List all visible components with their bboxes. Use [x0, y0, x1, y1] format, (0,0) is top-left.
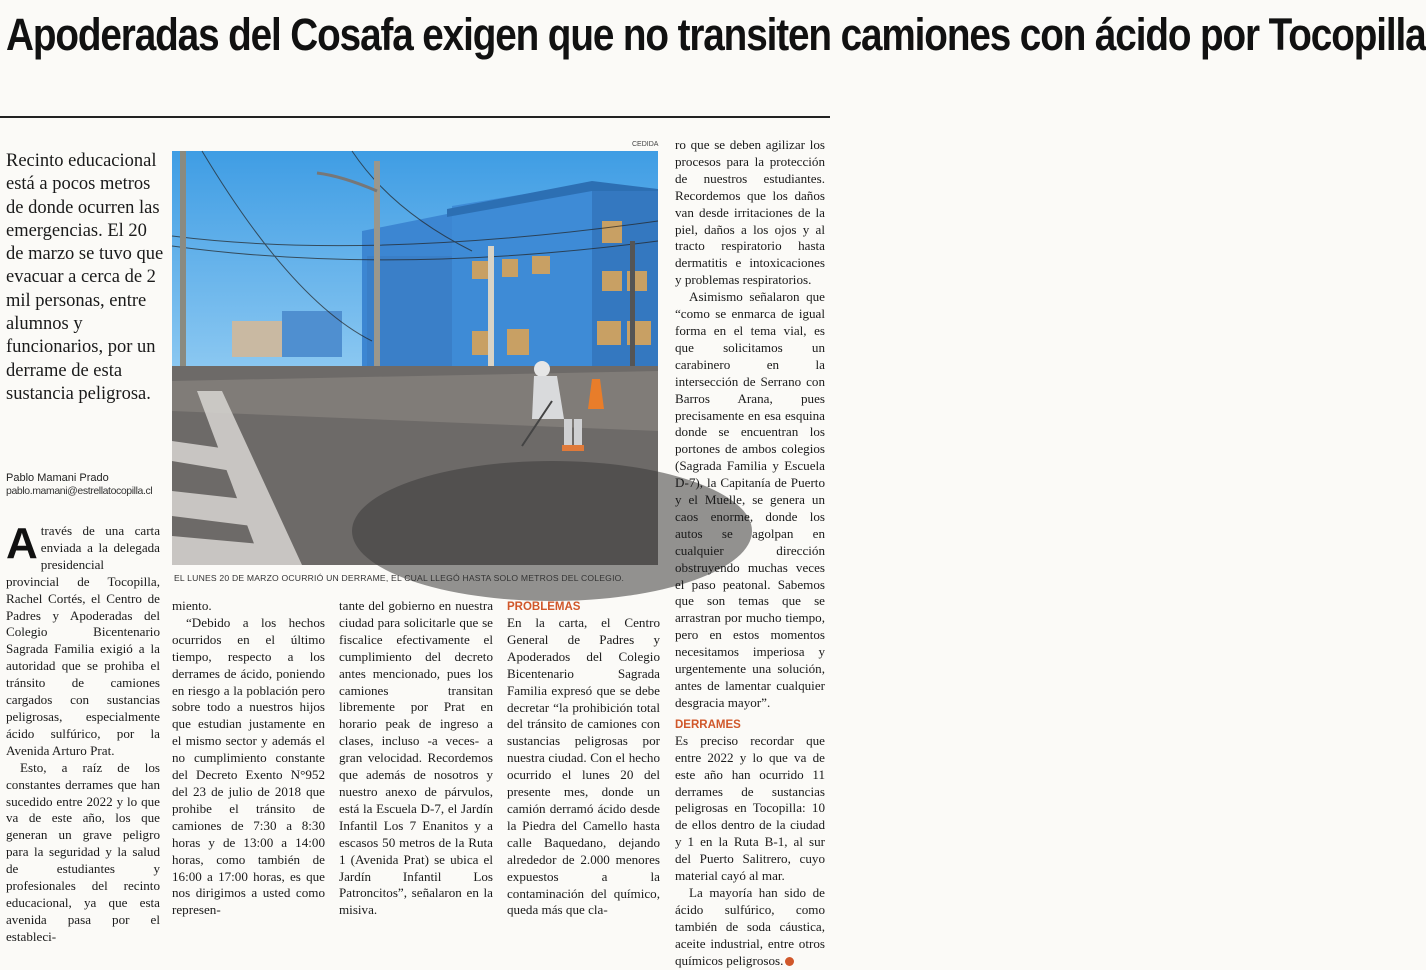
paragraph: “Debido a los hechos ocurridos en el último tiempo, respecto a los derrames de ácido, poniendo en riesgo a la población pero sobre todo a nuestros hijos que estudian justamente en el mismo sector y además el no cumplimiento constante del Decreto Exento N°952 del 23 de julio de 2018 que prohibe el tránsito de camiones de 7:30 a 8:30 horas y de 13:00 a 14:00 horas, como también de 16:00 a 17:00 horas, es que nos dirigimos a usted como represen-: [172, 614, 325, 918]
paragraph: Asimismo señalaron que “como se enmarca de igual forma en el tema vial, es que solicitamos un carabinero en la intersección de Serrano con Barros Arana, pues precisamente en esa esquina donde se encuentran los portones de ambos colegios (Sagrada Familia y Escuela D-7), la Capitanía de Puerto y el Muelle, se genera un caos enorme, donde los autos se agolpan en cualquier dirección obstruyendo muchas veces el paso peatonal. Sabemos que son temas que se arrastran por mucho tiempo, pero en estos momentos necesitamos imperiosa y urgentemente una solución, antes de lamentar cualquier desgracia mayor”.: [675, 289, 825, 710]
subheading-problemas: PROBLEMAS: [507, 601, 581, 613]
street-scene-illustration: [172, 151, 658, 565]
paragraph: través de una carta enviada a la delegada presidencial provincial de Tocopilla, Rachel Cortés, el Centro de Padres y Apoderadas del Colegio Bicentenario Sagrada Familia exigió a la autoridad que se prohiba el tránsito de camiones cargados con sustancias peligrosas, especialmente ácido sulfúrico, por la Avenida Arturo Prat.: [6, 523, 160, 758]
photo-credit: CEDIDA: [632, 141, 659, 148]
article-column-1: [6, 519, 160, 946]
author-email: pablo.mamani@estrellatocopilla.cl: [6, 485, 153, 497]
end-of-article-icon: [785, 957, 794, 966]
paragraph: Esto, a raíz de los constantes derrames que han sucedido entre 2022 y lo que va de este año, los que generan un grave peligro para la seguridad y la salud de estudiantes y profesionales del recinto educacional, ya que esta avenida pasa por el estableci-: [6, 759, 160, 944]
street-photo: [172, 151, 658, 565]
closing-paragraph-text: La mayoría han sido de ácido sulfúrico, como también de soda cáustica, aceite industrial, entre otros químicos peligrosos.: [675, 884, 825, 968]
article-column-3: [339, 598, 493, 919]
paragraph: [675, 885, 825, 970]
lead-summary: Recinto educacional está a pocos metros de donde ocurren las emergencias. El 20 de marzo se tuvo que evacuar a cerca de 2 mil personas, entre alumnos y funcionarios, por un derrame de esta sustancia peligrosa.: [6, 151, 164, 404]
paragraph: Es preciso recordar que entre 2022 y lo que va de este año han ocurrido 11 derrames de sustancias peligrosas en Tocopilla: 10 de ellos dentro de la ciudad y 1 en la Ruta B-1, al sur del Puerto Salitrero, cuyo material cayó al mar.: [675, 732, 825, 884]
article-column-4: [507, 600, 660, 919]
article-column-5: [675, 137, 825, 970]
drop-cap: A: [6, 519, 38, 568]
headline-rule: [0, 116, 830, 118]
paragraph: ro que se deben agilizar los procesos para la protección de nuestros estudiantes. Recordemos que los daños van desde irritaciones de la piel, daños a los ojos y al tracto respiratorio hasta dermatitis e intoxicaciones y problemas respiratorios.: [675, 137, 825, 288]
headline: Apoderadas del Cosafa exigen que no transiten camiones con ácido por Tocopilla: [6, 9, 1426, 60]
article-column-2: [172, 598, 325, 919]
paragraph: En la carta, el Centro General de Padres y Apoderados del Colegio Bicentenario Sagrada Familia expresó que se debe decretar “la prohibición total del tránsito de camiones con sustancias peligrosas por nuestra ciudad. Con el hecho ocurrido el lunes 20 del presente mes, donde un camión derramó ácido desde la Piedra del Camello hasta calle Baquedano, dejando alrededor de 2.000 menores expuestos a la contaminación del químico, queda más que cla-: [507, 615, 660, 918]
paragraph: tante del gobierno en nuestra ciudad para solicitarle que se fiscalice efectivamente el cumplimiento del decreto antes mencionado, pues los camiones transitan libremente por Prat en horario peak de ingreso a clases, incluso -a veces- a gran velocidad. Recordemos que además de nosotros y nuestro anexo de párvulos, está la Escuela D-7, el Jardín Infantil Los 7 Enanitos y a escasos 50 metros de la Ruta 1 (Avenida Prat) se ubica el Jardín Infantil Los Patroncitos”, señalaron en la misiva.: [339, 598, 493, 918]
author-name: Pablo Mamani Prado: [6, 472, 109, 484]
subheading-derrames: DERRAMES: [675, 718, 741, 731]
paragraph: miento.: [172, 598, 212, 613]
photo-caption: EL LUNES 20 DE MARZO OCURRIÓ UN DERRAME, EL CUAL LLEGÓ HASTA SOLO METROS DEL COLEGIO.: [174, 573, 625, 583]
